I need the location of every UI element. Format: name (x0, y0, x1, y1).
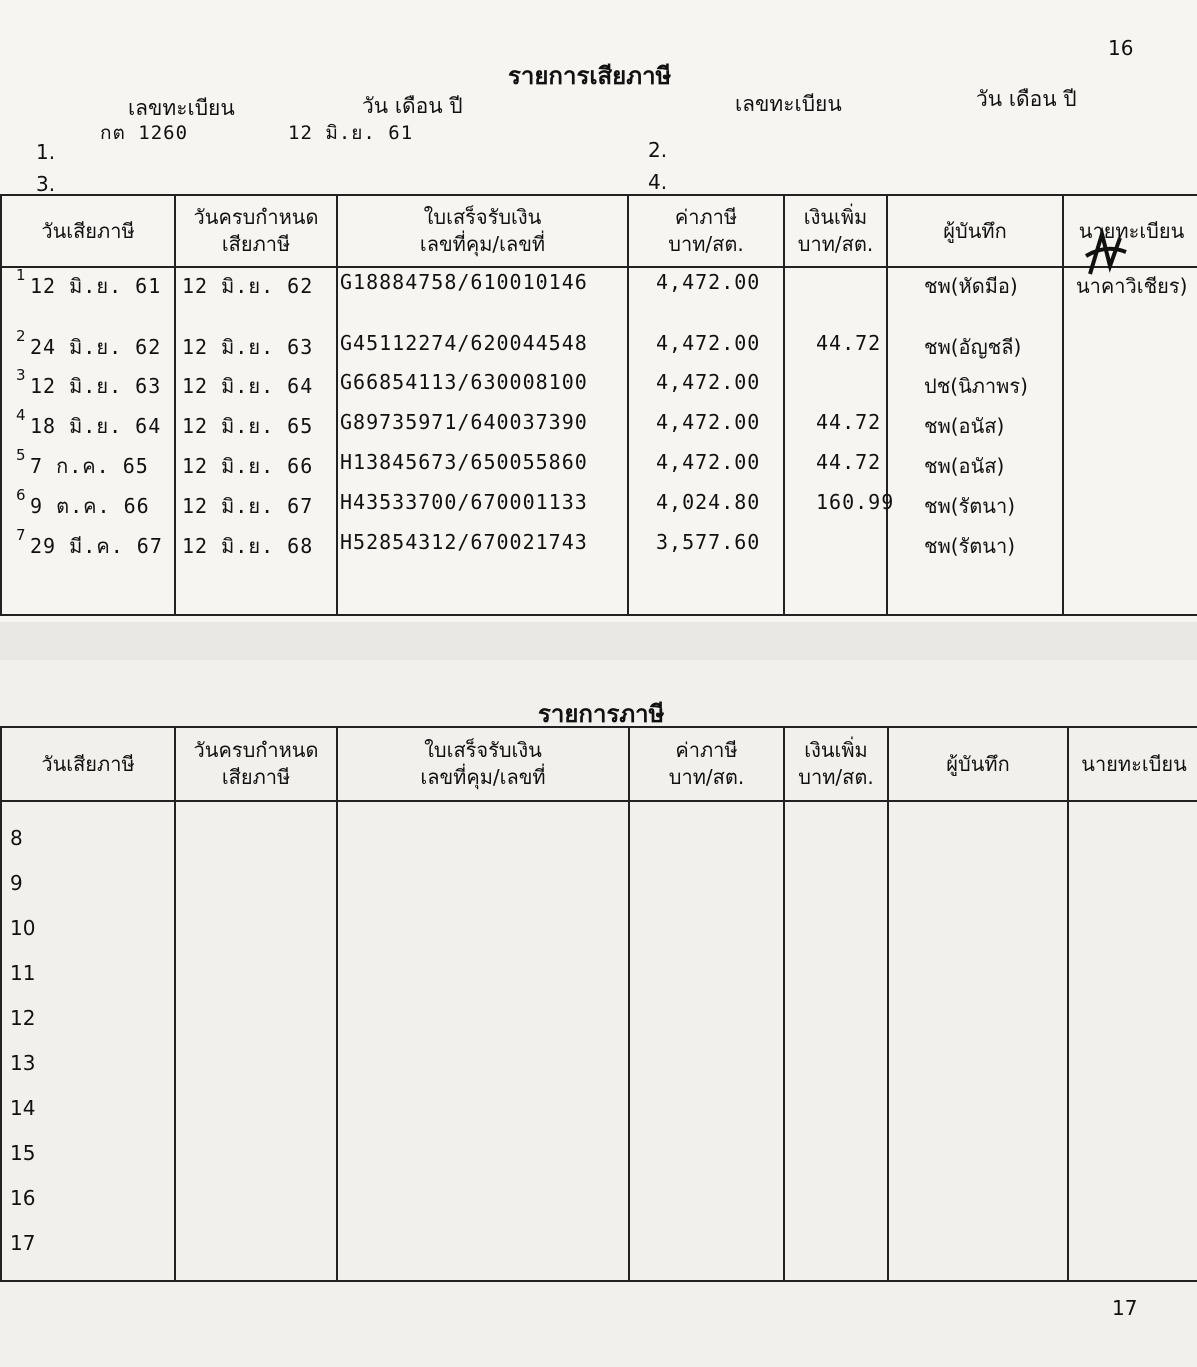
cell-recorder: ชพ(อนัส) (924, 454, 1005, 478)
cell-tax: 4,472.00 (656, 370, 761, 394)
section-title: รายการเสียภาษี (508, 62, 672, 90)
cell-tax: 4,472.00 (656, 270, 761, 294)
page-17 (0, 660, 1197, 1367)
row-number: 17 (10, 1231, 36, 1255)
page-number: 16 (1108, 36, 1134, 60)
page-16 (0, 0, 1197, 622)
cell-due: 12 มิ.ย. 68 (182, 534, 314, 558)
col-header-recorder: ผู้บันทึก (887, 195, 1063, 267)
row-number: 9 (10, 871, 23, 895)
cell-receipt: G18884758/610010146 (340, 270, 588, 294)
cell-recorder: ชพ(อัญชลี) (924, 335, 1022, 359)
row-number: 10 (10, 916, 36, 940)
col-header-tax: ค่าภาษี บาท/สต. (629, 727, 784, 801)
col-header-paid-date: วันเสียภาษี (1, 727, 175, 801)
cell-extra: 44.72 (816, 410, 882, 434)
cell-recorder: ชพ(รัตนา) (924, 494, 1015, 518)
row-number: 16 (10, 1186, 36, 1210)
cell-receipt: G45112274/620044548 (340, 331, 588, 355)
row-number: 1 (16, 266, 26, 284)
perforation-strip (0, 622, 1197, 662)
col-header-due-date: วันครบกำหนด เสียภาษี (175, 727, 337, 801)
cell-registrar: นาคาวิเชียร) (1076, 274, 1188, 298)
cell-receipt: H13845673/650055860 (340, 450, 588, 474)
cell-paid: 29 มี.ค. 67 (30, 534, 163, 558)
col-header-registrar: นายทะเบียน (1063, 195, 1197, 267)
cell-paid: 12 มิ.ย. 61 (30, 274, 162, 298)
row-number: 13 (10, 1051, 36, 1075)
col-header-tax: ค่าภาษี บาท/สต. (628, 195, 784, 267)
col-header-receipt: ใบเสร็จรับเงิน เลขที่คุม/เลขที่ (337, 727, 629, 801)
cell-tax: 3,577.60 (656, 530, 761, 554)
row-number: 5 (16, 446, 26, 464)
cell-paid: 12 มิ.ย. 63 (30, 374, 162, 398)
col-header-registrar: นายทะเบียน (1068, 727, 1197, 801)
row-number: 15 (10, 1141, 36, 1165)
row-number: 14 (10, 1096, 36, 1120)
cell-extra: 44.72 (816, 450, 882, 474)
cell-paid: 9 ต.ค. 66 (30, 494, 150, 518)
cell-recorder: ชพ(หัดมีอ) (924, 274, 1018, 298)
cell-extra: 44.72 (816, 331, 882, 355)
col-header-due-date: วันครบกำหนด เสียภาษี (175, 195, 337, 267)
col-header-extra: เงินเพิ่ม บาท/สต. (784, 195, 887, 267)
col-header-recorder: ผู้บันทึก (888, 727, 1068, 801)
col-header-receipt: ใบเสร็จรับเงิน เลขที่คุม/เลขที่ (337, 195, 628, 267)
slot-4: 4. (648, 170, 668, 194)
row-number: 12 (10, 1006, 36, 1030)
slot-1: 1. (36, 140, 56, 164)
cell-extra: 160.99 (816, 490, 895, 514)
reg-label-2: เลขทะเบียน (735, 92, 842, 116)
section-title-2: รายการภาษี (538, 700, 665, 728)
cell-recorder: ปช(นิภาพร) (924, 374, 1028, 398)
cell-tax: 4,472.00 (656, 450, 761, 474)
row-number: 7 (16, 526, 26, 544)
tax-table-top (0, 194, 1197, 616)
page-number-2: 17 (1112, 1296, 1138, 1320)
row-number: 4 (16, 406, 26, 424)
date-value-1: 12 มิ.ย. 61 (288, 122, 414, 144)
cell-due: 12 มิ.ย. 67 (182, 494, 314, 518)
col-header-paid-date: วันเสียภาษี (1, 195, 175, 267)
slot-2: 2. (648, 138, 668, 162)
row-number: 3 (16, 366, 26, 384)
table-body (1, 267, 1197, 615)
table-body-2 (1, 801, 1197, 1281)
row-number: 2 (16, 327, 26, 345)
cell-paid: 18 มิ.ย. 64 (30, 414, 162, 438)
cell-tax: 4,472.00 (656, 410, 761, 434)
date-label-1: วัน เดือน ปี (362, 94, 463, 118)
cell-due: 12 มิ.ย. 64 (182, 374, 314, 398)
slot-3: 3. (36, 172, 56, 196)
cell-paid: 24 มิ.ย. 62 (30, 335, 162, 359)
row-number: 11 (10, 961, 36, 985)
signature-mark (1080, 226, 1130, 278)
cell-receipt: G66854113/630008100 (340, 370, 588, 394)
cell-receipt: H43533700/670001133 (340, 490, 588, 514)
table-header-2 (1, 727, 1197, 801)
cell-recorder: ชพ(อนัส) (924, 414, 1005, 438)
cell-due: 12 มิ.ย. 65 (182, 414, 314, 438)
cell-receipt: G89735971/640037390 (340, 410, 588, 434)
cell-due: 12 มิ.ย. 63 (182, 335, 314, 359)
row-number: 6 (16, 486, 26, 504)
cell-due: 12 มิ.ย. 62 (182, 274, 314, 298)
table-header (1, 195, 1197, 267)
cell-paid: 7 ก.ค. 65 (30, 454, 149, 478)
row-number: 8 (10, 826, 23, 850)
reg-value-1: กต 1260 (100, 122, 189, 144)
cell-tax: 4,024.80 (656, 490, 761, 514)
date-label-2: วัน เดือน ปี (976, 87, 1077, 111)
cell-due: 12 มิ.ย. 66 (182, 454, 314, 478)
col-header-extra: เงินเพิ่ม บาท/สต. (784, 727, 888, 801)
cell-recorder: ชพ(รัตนา) (924, 534, 1015, 558)
reg-label-1: เลขทะเบียน (128, 96, 235, 120)
tax-table-bottom (0, 726, 1197, 1282)
cell-receipt: H52854312/670021743 (340, 530, 588, 554)
cell-tax: 4,472.00 (656, 331, 761, 355)
